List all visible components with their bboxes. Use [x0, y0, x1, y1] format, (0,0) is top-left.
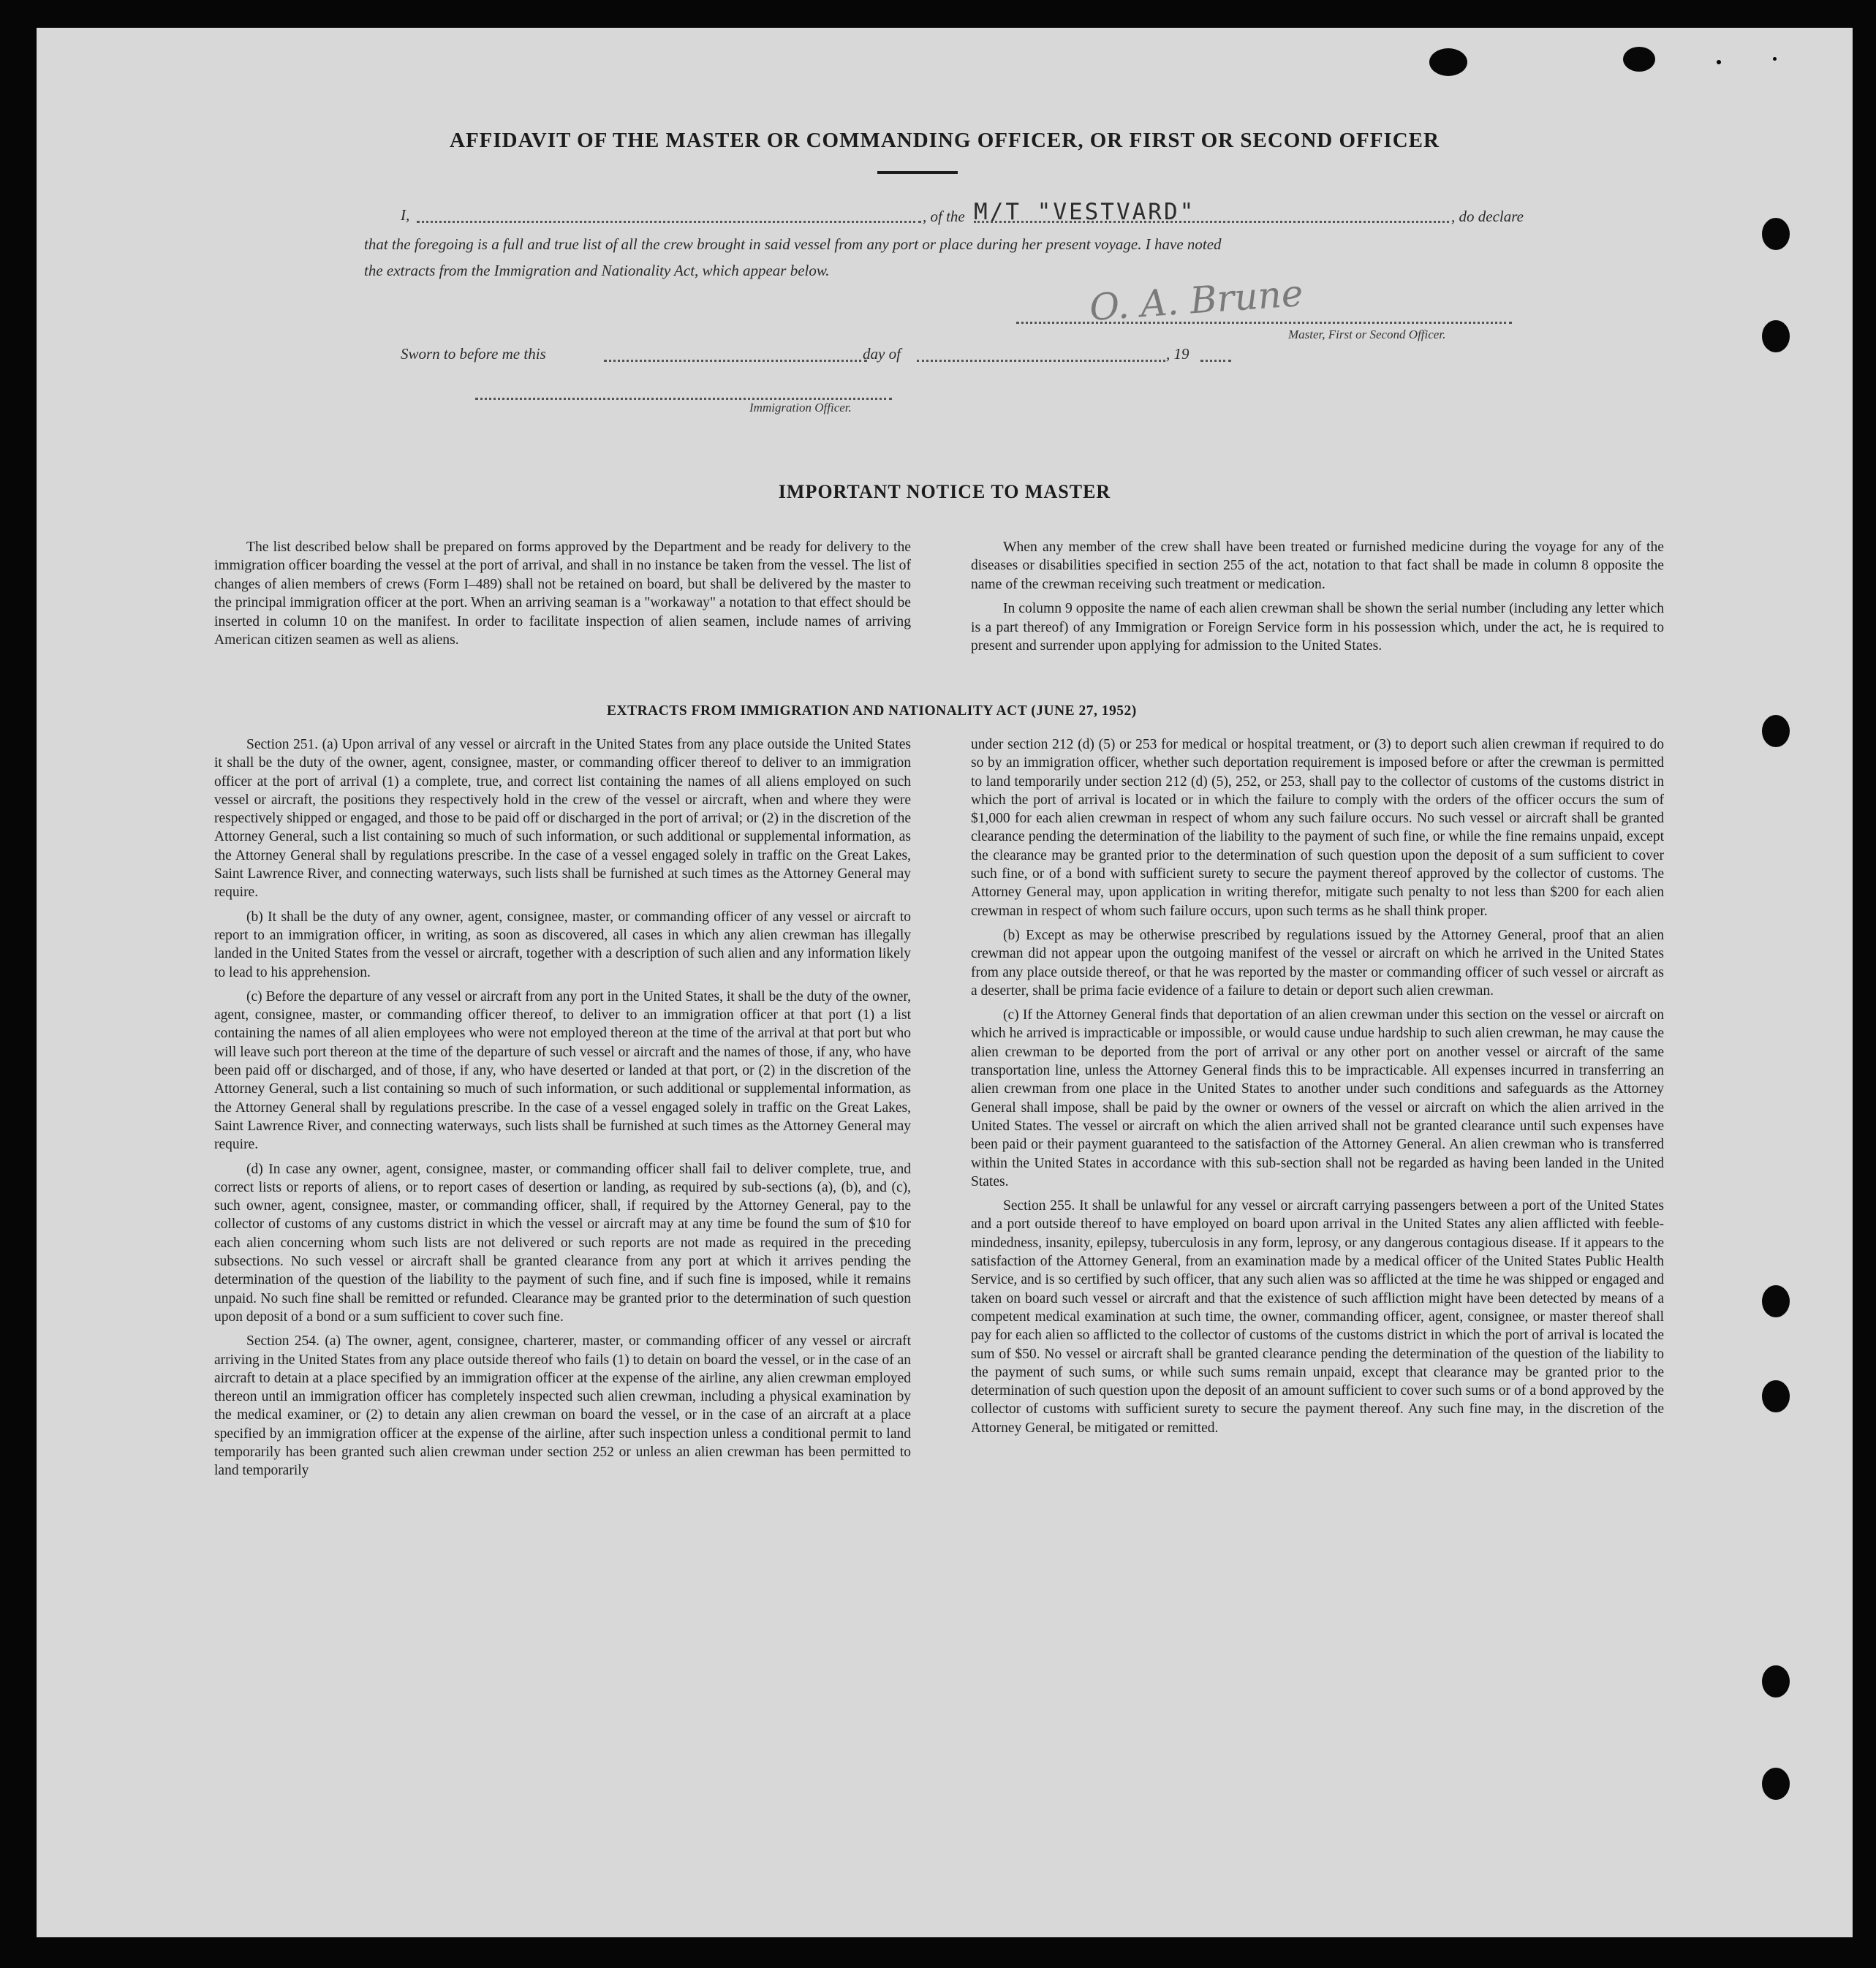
- extract-paragraph: (d) In case any owner, agent, consignee, master, or commanding officer shall fail to deliver complete, true, and correct lists or reports of aliens, or to report cases of desertion or landing, as required by sub-sections (a), (b), and (c), such owner, agent, consignee, master, or commanding officer, shall, if required by the Attorney General, pay to the collector of customs of any customs district in which the vessel or aircraft may at any time be found the sum of $10 for each alien concerning whom such lists are not delivered or such reports are not made as required in the preceding subsections. No such vessel or aircraft shall be granted clearance from any port at which it arrives pending the determination of the question of the liability to the payment of such fine, and if such fine is imposed, while it remains unpaid. No such fine shall be remitted or refunded. Clearance may be granted prior to the determination of such question upon deposit of a bond or a sum sufficient to cover such fine.: [214, 1161, 911, 1325]
- vessel-name-stamp: M/T "VESTVARD": [974, 199, 1196, 225]
- extracts-right-column: [971, 735, 1664, 1443]
- notice-left-column: [214, 538, 911, 655]
- vessel-name-line: [974, 221, 1449, 223]
- form-page: [37, 28, 1853, 1937]
- ink-dot: [1717, 60, 1721, 64]
- notice-paragraph: The list described below shall be prepared on forms approved by the Department and be ready for delivery to the immigration officer boarding the vessel at the port of arrival, and shall in no instance be taken from the vessel. The list of changes of alien members of crews (Form I–489) shall not be retained on board, but shall be delivered by the master to the principal immigration officer at the port. When an arriving seaman is a "workaway" a notation to that effect should be inserted in column 10 on the manifest. In order to facilitate inspection of alien seamen, include names of arriving American citizen seamen as well as aliens.: [214, 540, 911, 648]
- title-rule: [877, 171, 958, 174]
- declaration-line-2: that the foregoing is a full and true list of all the crew brought in said vessel from any port or place during her present voyage. I have noted: [364, 235, 1222, 253]
- do-declare-label: , do declare: [1451, 208, 1524, 225]
- declaration-line-3: the extracts from the Immigration and Nationality Act, which appear below.: [364, 262, 830, 279]
- master-signature: O. A. Brune: [1088, 271, 1305, 330]
- extract-paragraph: Section 251. (a) Upon arrival of any vessel or aircraft in the United States from any place outside the United States it shall be the duty of the owner, agent, consignee, master, or commanding officer thereof to deliver to an immigration officer at the port of arrival (1) a complete, true, and correct list containing the names of all aliens employed on such vessel or aircraft, the positions they respectively hold in the crew of the vessel or aircraft, when and where they were respectively shipped or engaged, and those to be paid off or discharged in the port of arrival; or (2) in the discretion of the Attorney General, such a list containing so much of such information, or such additional or supplemental information, as the Attorney General shall by regulations prescribe. In the case of a vessel engaged solely in traffic on the Great Lakes, Saint Lawrence River, and connecting waterways, such lists shall be furnished at such times as the Attorney General may require.: [214, 737, 911, 901]
- binder-hole: [1762, 218, 1790, 250]
- extract-paragraph: (b) Except as may be otherwise prescribed by regulations issued by the Attorney General, proof that an alien crewman did not appear upon the outgoing manifest of the vessel or aircraft on which he arrived in the United States from any place outside thereof, or that he was reported by the master or commanding officer of such vessel or aircraft as a deserter, shall be prima facie evidence of a failure to detain or deport such alien crewman.: [971, 927, 1664, 999]
- master-label: Master, First or Second Officer.: [1288, 328, 1446, 341]
- binder-hole: [1762, 1665, 1790, 1698]
- notice-paragraph: In column 9 opposite the name of each alien crewman shall be shown the serial number (including any letter which is a part thereof) of any Immigration or Foreign Service form in his possession which, under the act, he is required to present and surrender upon applying for admission to the United States.: [971, 601, 1664, 654]
- extract-paragraph: Section 254. (a) The owner, agent, consignee, charterer, master, or commanding officer of any vessel or aircraft arriving in the United States from any place outside thereof who fails (1) to detain on board the vessel, or in the case of an aircraft to detain at a place specified by an immigration officer at the expense of the airline, any alien crewman employed thereon until an immigration officer has completely inspected such alien crewman, including a physical examination by the medical examiner, or (2) to detain any alien crewman on board the vessel, or in the case of an aircraft at a place specified by an immigration officer at the expense of the airline, after such inspection unless a conditional permit to land temporarily has been granted such alien crewman under section 252 or unless an alien crewman has been permitted to land temporarily: [214, 1333, 911, 1479]
- declarant-label: I,: [401, 206, 410, 224]
- immigration-officer-line[interactable]: [475, 398, 892, 400]
- sworn-day-line[interactable]: [604, 360, 867, 362]
- year-label: , 19: [1166, 345, 1189, 363]
- binder-hole: [1762, 715, 1790, 747]
- immigration-officer-label: Immigration Officer.: [749, 401, 852, 415]
- notice-title: IMPORTANT NOTICE TO MASTER: [778, 481, 1111, 502]
- extract-paragraph: Section 255. It shall be unlawful for any vessel or aircraft carrying passengers between a port of the United States and a port outside thereof to have employed on board upon arrival in the United States any alien afflicted with feeble-mindedness, insanity, epilepsy, tuberculosis in any form, leprosy, or any dangerous contagious disease. If it appears to the satisfaction of the Attorney General, from an examination made by a medical officer of the United States Public Health Service, and is so certified by such officer, that any such alien was so afflicted at the time he was shipped or engaged and taken on board such vessel or aircraft and that the existence of such affliction might have been detected by means of a competent medical examination at such time, the owner, commanding officer, agent, consignee, or master thereof shall pay for each alien so afflicted to the collector of customs of the customs district in which the port of arrival is located the sum of $50. No vessel or aircraft shall be granted clearance pending the determination of the question of the liability to the payment of such sums, or while such sums remain unpaid, except that clearance may be granted prior to the determination of such question upon the deposit of an amount sufficient to cover such sums or of a bond approved by the collector of customs with sufficient surety to secure the payment thereof. Any such fine may, in the discretion of the Attorney General, be mitigated or remitted.: [971, 1198, 1664, 1436]
- extract-paragraph: (c) If the Attorney General finds that deportation of an alien crewman under this section on the vessel or aircraft on which he arrived is impracticable or impossible, or would cause undue hardship to such alien crewman, he may cause the alien crewman to be deported from the port of arrival or any other port on another vessel or aircraft of the same transportation line, unless the Attorney General finds this to be impracticable. All expenses incurred in transferring an alien crewman from one place in the United States to another under such conditions and safeguards as the Attorney General shall impose, shall be paid by the owner or owners of the vessel or aircraft on which the alien arrived in the United States. The vessel or aircraft on which the alien arrived shall not be granted clearance until such expenses have been paid or their payment guaranteed to the satisfaction of the Attorney General. An alien crewman who is transferred within the United States in accordance with this sub-section shall not be regarded as having been landed in the United States.: [971, 1007, 1664, 1189]
- sworn-month-line[interactable]: [917, 360, 1165, 362]
- notice-paragraph: When any member of the crew shall have been treated or furnished medicine during the voyage for any of the diseases or disabilities specified in section 255 of the act, notation to that fact shall be made in column 8 opposite the name of the crewman receiving such treatment or medication.: [971, 540, 1664, 592]
- extract-paragraph: (c) Before the departure of any vessel or aircraft from any port in the United States, it shall be the duty of the owner, agent, consignee, master, or commanding officer thereof, to deliver to an immigration officer at that port (1) a list containing the names of all alien employees who were not employed thereon at the time of the arrival at that port but who will leave such port thereon at the time of the departure of such vessel or aircraft and the names of those, if any, who have been paid off or discharged, and of those, if any, who have deserted or landed at that port, or (2) in the discretion of the Attorney General, such a list containing so much of such information, or such additional or supplemental information, as the Attorney General shall by regulations prescribe. In the case of a vessel engaged solely in traffic on the Great Lakes, Saint Lawrence River, and connecting waterways, such lists shall be furnished at such times as the Attorney General may require.: [214, 988, 911, 1153]
- affidavit-title: AFFIDAVIT OF THE MASTER OR COMMANDING OFFICER, OR FIRST OR SECOND OFFICER: [450, 129, 1440, 152]
- notice-right-column: [971, 538, 1664, 661]
- binder-hole: [1762, 1380, 1790, 1412]
- ink-blot: [1623, 47, 1655, 72]
- day-of-label: day of: [863, 345, 901, 363]
- binder-hole: [1762, 1285, 1790, 1317]
- ink-blot: [1429, 48, 1467, 76]
- ink-dot: [1773, 57, 1777, 61]
- extracts-title: EXTRACTS FROM IMMIGRATION AND NATIONALITY ACT (JUNE 27, 1952): [607, 703, 1137, 719]
- of-the-label: , of the: [923, 208, 965, 225]
- extract-paragraph: under section 212 (d) (5) or 253 for medical or hospital treatment, or (3) to deport such alien crewman if required to do so by an immigration officer, whether such deportation requirement is imposed before or after the crewman is permitted to land temporarily under section 212 (d) (5), 252, or 253, shall pay to the collector of customs of the customs district in which the port of arrival is located or in which the failure to comply with the orders of the officer occurs the sum of $1,000 for each alien crewman in respect of whom any such failure occurs. No such vessel or aircraft shall be granted clearance pending the determination of the liability to the payment of such fine, or while the fine remains unpaid, except the clearance may be granted prior to the determination of such question upon the deposit of a sum sufficient to cover such fine, or of a bond with sufficient surety to secure the payment thereof approved by the collector of customs. The Attorney General may, upon application in writing therefor, mitigate such penalty to not less than $200 for each alien crewman in respect of whom such failure occurs, upon such terms as he shall think proper.: [971, 737, 1664, 919]
- extract-paragraph: (b) It shall be the duty of any owner, agent, consignee, master, or commanding officer of any vessel or aircraft to report to an immigration officer, in writing, as soon as discovered, all cases in which any alien crewman has illegally landed in the United States from the vessel or aircraft, together with a description of such alien and any information likely to lead to his apprehension.: [214, 909, 911, 980]
- extracts-left-column: [214, 735, 911, 1486]
- sworn-year-line[interactable]: [1200, 360, 1231, 362]
- sworn-label: Sworn to before me this: [401, 345, 546, 363]
- binder-hole: [1762, 320, 1790, 352]
- declarant-name-line[interactable]: [417, 221, 921, 223]
- signature-line[interactable]: [1016, 322, 1512, 324]
- binder-hole: [1762, 1768, 1790, 1800]
